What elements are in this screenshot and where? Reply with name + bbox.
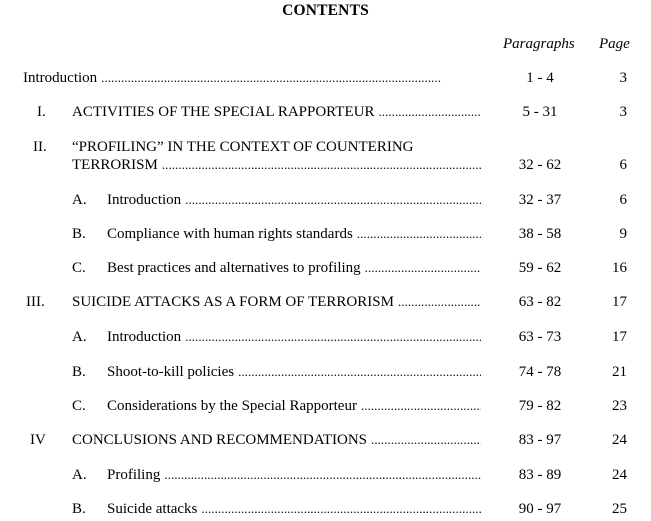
toc-page: 6 (619, 157, 627, 173)
toc-page: 6 (619, 192, 627, 208)
subsection-letter: A. (72, 192, 87, 208)
leader-dots (357, 226, 481, 243)
toc-paragraphs: 79 - 82 (518, 398, 562, 414)
leader-dots (164, 467, 481, 484)
toc-paragraphs: 63 - 73 (518, 329, 562, 345)
toc-row-subsection (0, 226, 651, 246)
toc-paragraphs: 32 - 62 (518, 157, 562, 173)
toc-label: TERRORISM (72, 157, 158, 173)
section-number: IV (30, 432, 46, 448)
toc-row-section-2-line1 (0, 139, 651, 159)
subsection-letter: A. (72, 329, 87, 345)
toc-row-introduction (0, 70, 651, 90)
toc-row-section-1 (0, 104, 651, 124)
toc-page: 24 (612, 467, 627, 483)
toc-paragraphs: 83 - 89 (518, 467, 562, 483)
section-number: I. (37, 104, 46, 120)
paragraphs-header: Paragraphs (503, 36, 575, 52)
toc-row-subsection (0, 192, 651, 212)
subsection-letter: C. (72, 260, 86, 276)
toc-label: Suicide attacks (107, 501, 198, 517)
leader-dots (378, 104, 481, 121)
toc-page: 23 (612, 398, 627, 414)
leader-dots (185, 192, 481, 209)
toc-page: 17 (612, 294, 627, 310)
toc-label: Best practices and alternatives to profiling (107, 260, 361, 276)
section-number: III. (26, 294, 45, 310)
contents-title: CONTENTS (282, 2, 369, 19)
page-header: Page (599, 36, 630, 52)
toc-label: Introduction (23, 70, 98, 86)
toc-paragraphs: 32 - 37 (518, 192, 562, 208)
subsection-letter: B. (72, 501, 86, 517)
leader-dots (185, 329, 481, 346)
toc-paragraphs: 38 - 58 (518, 226, 562, 242)
toc-page: 3 (619, 70, 627, 86)
toc-paragraphs: 90 - 97 (518, 501, 562, 517)
toc-row-subsection (0, 467, 651, 487)
toc-row-subsection (0, 364, 651, 384)
toc-page: 21 (612, 364, 627, 380)
leader-dots (361, 398, 481, 415)
subsection-letter: B. (72, 226, 86, 242)
toc-paragraphs: 74 - 78 (518, 364, 562, 380)
toc-row-section-4 (0, 432, 651, 452)
toc-row-subsection (0, 329, 651, 349)
subsection-letter: A. (72, 467, 87, 483)
toc-label: Introduction (107, 329, 182, 345)
toc-paragraphs: 83 - 97 (518, 432, 562, 448)
toc-paragraphs: 59 - 62 (518, 260, 562, 276)
toc-row-section-2 (0, 157, 651, 177)
toc-row-subsection (0, 398, 651, 418)
leader-dots (162, 157, 481, 174)
toc-page: 9 (619, 226, 627, 242)
toc-label: ACTIVITIES OF THE SPECIAL RAPPORTEUR (72, 104, 375, 120)
leader-dots (238, 364, 481, 381)
toc-label: SUICIDE ATTACKS AS A FORM OF TERRORISM (72, 294, 394, 310)
leader-dots (365, 260, 481, 277)
toc-label: CONCLUSIONS AND RECOMMENDATIONS (72, 432, 368, 448)
section-number: II. (33, 139, 47, 155)
toc-row-section-3 (0, 294, 651, 314)
leader-dots (398, 294, 481, 311)
toc-paragraphs: 63 - 82 (518, 294, 562, 310)
toc-page: 25 (612, 501, 627, 517)
toc-label: Introduction (107, 192, 182, 208)
subsection-letter: C. (72, 398, 86, 414)
toc-page: 24 (612, 432, 627, 448)
toc-label: Compliance with human rights standards (107, 226, 353, 242)
leader-dots (201, 501, 481, 518)
toc-row-subsection (0, 501, 651, 521)
toc-page: 17 (612, 329, 627, 345)
toc-page: 16 (612, 260, 627, 276)
toc-label: Considerations by the Special Rapporteur (107, 398, 357, 414)
toc-label: Shoot-to-kill policies (107, 364, 235, 380)
subsection-letter: B. (72, 364, 86, 380)
leader-dots (101, 70, 481, 87)
toc-page: 3 (619, 104, 627, 120)
toc-label-line1: “PROFILING” IN THE CONTEXT OF COUNTERING (72, 139, 414, 155)
toc-paragraphs: 5 - 31 (522, 104, 558, 120)
toc-label: Profiling (107, 467, 161, 483)
toc-row-subsection (0, 260, 651, 280)
leader-dots (371, 432, 481, 449)
toc-paragraphs: 1 - 4 (526, 70, 554, 86)
